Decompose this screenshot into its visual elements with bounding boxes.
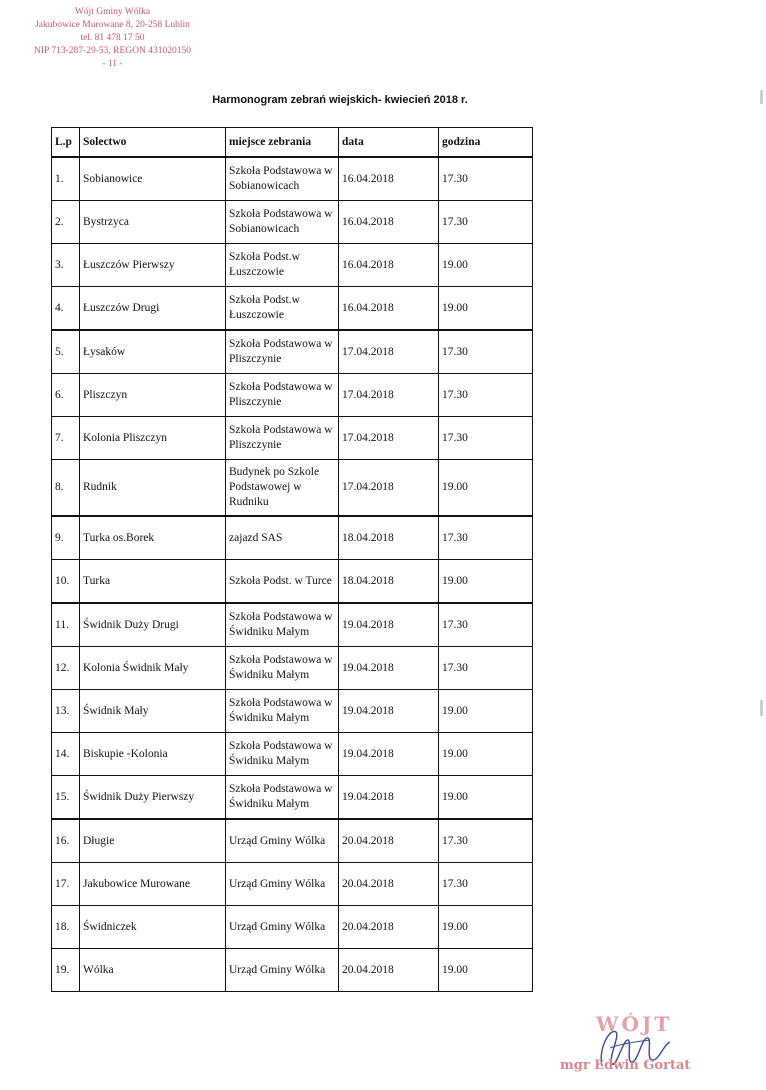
row-lp: 18. (52, 906, 80, 949)
row-miejsce: Szkoła Podstawowa w Świdniku Małym (226, 690, 339, 733)
table-row (52, 157, 533, 201)
row-miejsce: Szkoła Podst.w Łuszczowie (226, 287, 339, 331)
row-solectwo: Bystrzyca (80, 201, 226, 244)
table-row (52, 906, 533, 949)
table-row (52, 560, 533, 604)
row-solectwo: Kolonia Pliszczyn (80, 417, 226, 460)
row-solectwo: Długie (80, 819, 226, 863)
row-data: 19.04.2018 (339, 647, 439, 690)
row-godzina: 17.30 (439, 603, 533, 647)
row-solectwo: Wólka (80, 949, 226, 992)
table-row (52, 776, 533, 820)
row-lp: 8. (52, 460, 80, 517)
row-miejsce: Szkoła Podstawowa w Świdniku Małym (226, 647, 339, 690)
row-godzina: 17.30 (439, 374, 533, 417)
row-solectwo: Świdniczek (80, 906, 226, 949)
row-lp: 9. (52, 516, 80, 560)
row-data: 17.04.2018 (339, 374, 439, 417)
row-miejsce: Szkoła Podstawowa w Świdniku Małym (226, 733, 339, 776)
row-miejsce: Urząd Gminy Wólka (226, 819, 339, 863)
row-godzina: 17.30 (439, 647, 533, 690)
row-miejsce: Szkoła Podstawowa w Świdniku Małym (226, 603, 339, 647)
row-miejsce: Urząd Gminy Wólka (226, 949, 339, 992)
table-row (52, 330, 533, 374)
table-row (52, 819, 533, 863)
row-data: 20.04.2018 (339, 863, 439, 906)
row-lp: 5. (52, 330, 80, 374)
row-data: 19.04.2018 (339, 690, 439, 733)
row-data: 17.04.2018 (339, 417, 439, 460)
stamp-office-name: Wójt Gminy Wólka (74, 7, 151, 17)
row-lp: 10. (52, 560, 80, 604)
row-godzina: 17.30 (439, 516, 533, 560)
row-miejsce: Szkoła Podstawowa w Świdniku Małym (226, 776, 339, 820)
row-data: 18.04.2018 (339, 560, 439, 604)
table-row (52, 244, 533, 287)
row-data: 20.04.2018 (339, 819, 439, 863)
row-lp: 7. (52, 417, 80, 460)
table-row (52, 417, 533, 460)
table-row (52, 603, 533, 647)
row-miejsce: Budynek po Szkole Podstawowej w Rudniku (226, 460, 339, 517)
row-solectwo: Łysaków (80, 330, 226, 374)
header-godzina: godzina (439, 128, 533, 158)
row-solectwo: Świdnik Duży Pierwszy (80, 776, 226, 820)
row-godzina: 19.00 (439, 244, 533, 287)
row-solectwo: Kolonia Świdnik Mały (80, 647, 226, 690)
table-row (52, 374, 533, 417)
header-lp: L.p (52, 128, 80, 158)
table-row (52, 287, 533, 331)
row-lp: 6. (52, 374, 80, 417)
office-stamp (10, 6, 215, 71)
row-miejsce: Szkoła Podstawowa w Sobianowicach (226, 201, 339, 244)
row-lp: 13. (52, 690, 80, 733)
document-title: Harmonogram zebrań wiejskich- kwiecień 2018 r. (212, 94, 468, 106)
row-data: 17.04.2018 (339, 460, 439, 517)
row-godzina: 17.30 (439, 819, 533, 863)
table-row (52, 647, 533, 690)
row-godzina: 19.00 (439, 733, 533, 776)
table-header-row (52, 128, 533, 158)
header-miejsce: miejsce zebrania (226, 128, 339, 158)
row-data: 16.04.2018 (339, 201, 439, 244)
row-data: 19.04.2018 (339, 733, 439, 776)
row-data: 19.04.2018 (339, 603, 439, 647)
row-godzina: 19.00 (439, 560, 533, 604)
table-row (52, 516, 533, 560)
stamp-phone: tel. 81 478 17 50 (80, 33, 145, 43)
row-godzina: 19.00 (439, 460, 533, 517)
row-lp: 4. (52, 287, 80, 331)
row-miejsce: Szkoła Podstawowa w Pliszczynie (226, 330, 339, 374)
row-lp: 19. (52, 949, 80, 992)
row-lp: 16. (52, 819, 80, 863)
row-solectwo: Biskupie -Kolonia (80, 733, 226, 776)
row-miejsce: Urząd Gminy Wólka (226, 906, 339, 949)
row-solectwo: Pliszczyn (80, 374, 226, 417)
row-solectwo: Świdnik Duży Drugi (80, 603, 226, 647)
row-lp: 2. (52, 201, 80, 244)
row-miejsce: Szkoła Podstawowa w Pliszczynie (226, 417, 339, 460)
stamp-page-number: - 11 - (102, 59, 123, 69)
row-solectwo: Świdnik Mały (80, 690, 226, 733)
row-data: 19.04.2018 (339, 776, 439, 820)
scan-edge-mark (760, 90, 763, 104)
row-lp: 17. (52, 863, 80, 906)
row-godzina: 17.30 (439, 863, 533, 906)
row-data: 16.04.2018 (339, 157, 439, 201)
signature-name: mgr Edwin Gortat (560, 1058, 691, 1073)
stamp-nip-regon: NIP 713-287-29-53, REGON 431020150 (34, 46, 191, 56)
row-miejsce: Szkoła Podstawowa w Pliszczynie (226, 374, 339, 417)
row-lp: 12. (52, 647, 80, 690)
row-solectwo: Turka (80, 560, 226, 604)
row-data: 18.04.2018 (339, 516, 439, 560)
row-data: 16.04.2018 (339, 244, 439, 287)
row-godzina: 17.30 (439, 417, 533, 460)
table-row (52, 690, 533, 733)
stamp-address: Jakubowice Murowane 8, 20-258 Lublin (35, 20, 190, 30)
row-godzina: 17.30 (439, 157, 533, 201)
table-row (52, 949, 533, 992)
row-miejsce: Urząd Gminy Wólka (226, 863, 339, 906)
row-data: 17.04.2018 (339, 330, 439, 374)
header-solectwo: Solectwo (80, 128, 226, 158)
row-lp: 1. (52, 157, 80, 201)
table-row (52, 460, 533, 517)
table-row (52, 733, 533, 776)
row-solectwo: Łuszczów Drugi (80, 287, 226, 331)
row-data: 16.04.2018 (339, 287, 439, 331)
row-lp: 11. (52, 603, 80, 647)
row-data: 20.04.2018 (339, 949, 439, 992)
row-lp: 3. (52, 244, 80, 287)
row-godzina: 19.00 (439, 287, 533, 331)
table-row (52, 863, 533, 906)
signature-stamp (560, 1012, 710, 1082)
row-lp: 14. (52, 733, 80, 776)
row-solectwo: Jakubowice Murowane (80, 863, 226, 906)
row-miejsce: Szkoła Podst.w Łuszczowie (226, 244, 339, 287)
row-miejsce: Szkoła Podst. w Turce (226, 560, 339, 604)
row-solectwo: Łuszczów Pierwszy (80, 244, 226, 287)
row-solectwo: Turka os.Borek (80, 516, 226, 560)
row-godzina: 17.30 (439, 201, 533, 244)
row-godzina: 19.00 (439, 690, 533, 733)
row-godzina: 19.00 (439, 949, 533, 992)
scan-edge-mark (760, 700, 763, 716)
signature-title: WÓJT (596, 1012, 673, 1036)
row-godzina: 17.30 (439, 330, 533, 374)
row-miejsce: Szkoła Podstawowa w Sobianowicach (226, 157, 339, 201)
row-lp: 15. (52, 776, 80, 820)
row-godzina: 19.00 (439, 906, 533, 949)
row-data: 20.04.2018 (339, 906, 439, 949)
meeting-schedule-table (51, 127, 533, 992)
row-solectwo: Sobianowice (80, 157, 226, 201)
row-solectwo: Rudnik (80, 460, 226, 517)
row-godzina: 19.00 (439, 776, 533, 820)
table-row (52, 201, 533, 244)
header-data: data (339, 128, 439, 158)
row-miejsce: zajazd SAS (226, 516, 339, 560)
